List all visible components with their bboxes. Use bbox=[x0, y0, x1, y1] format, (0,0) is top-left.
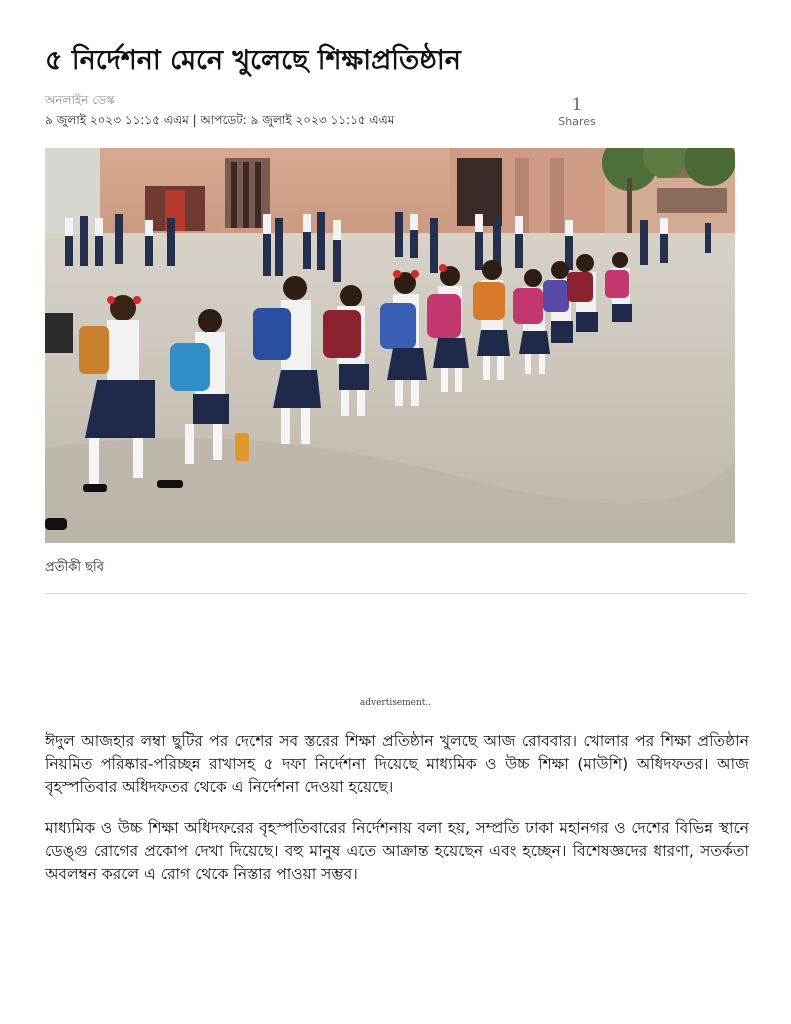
publish-dateline: ৯ জুলাই ২০২৩ ১১:১৫ এএম | আপডেট: ৯ জুলাই ২০২৩ ১১:১৫ এএম bbox=[45, 113, 395, 127]
advertisement-label: advertisement.. bbox=[359, 698, 432, 708]
article-image bbox=[45, 148, 735, 543]
share-label: Shares bbox=[558, 115, 596, 128]
divider bbox=[45, 593, 747, 594]
image-caption: প্রতীকী ছবি bbox=[45, 560, 104, 575]
author-name[interactable]: অনলাইন ডেস্ক bbox=[45, 93, 115, 107]
share-counter[interactable] bbox=[552, 95, 602, 129]
article-paragraph: ঈদুল আজহার লম্বা ছুটির পর দেশের সব স্তরের শিক্ষা প্রতিষ্ঠান খুলছে আজ রোববার। খোলার পর শিক্ষা প্রতিষ্ঠান নিয়মিত পরিষ্কার-পরিচ্ছন্ন রাখাসহ ৫ দফা নির্দেশনা দিয়েছে মাধ্যমিক ও উচ্চ শিক্ষা (মাউশি) অধিদফতর। আজ বৃহস্পতিবার অধিদফতর থেকে এ নির্দেশনা দেওয়া হয়েছে। bbox=[45, 732, 749, 796]
article-paragraph: মাধ্যমিক ও উচ্চ শিক্ষা অধিদফরের বৃহস্পতিবারের নির্দেশনায় বলা হয়, সম্প্রতি ঢাকা মহানগর ও দেশের বিভিন্ন স্থানে ডেঙ্গু রোগের প্রকোপ দেখা দিয়েছে। বহু মানুষ এতে আক্রান্ত হয়েছেন এবং হচ্ছেন। বিশেষজ্ঞদের ধারণা, সতর্কতা অবলম্বন করলে এ রোগ থেকে নিস্তার পাওয়া সম্ভব। bbox=[45, 819, 749, 883]
share-count: 1 bbox=[571, 95, 583, 115]
article-headline: ৫ নির্দেশনা মেনে খুলেছে শিক্ষাপ্রতিষ্ঠান bbox=[45, 45, 461, 76]
